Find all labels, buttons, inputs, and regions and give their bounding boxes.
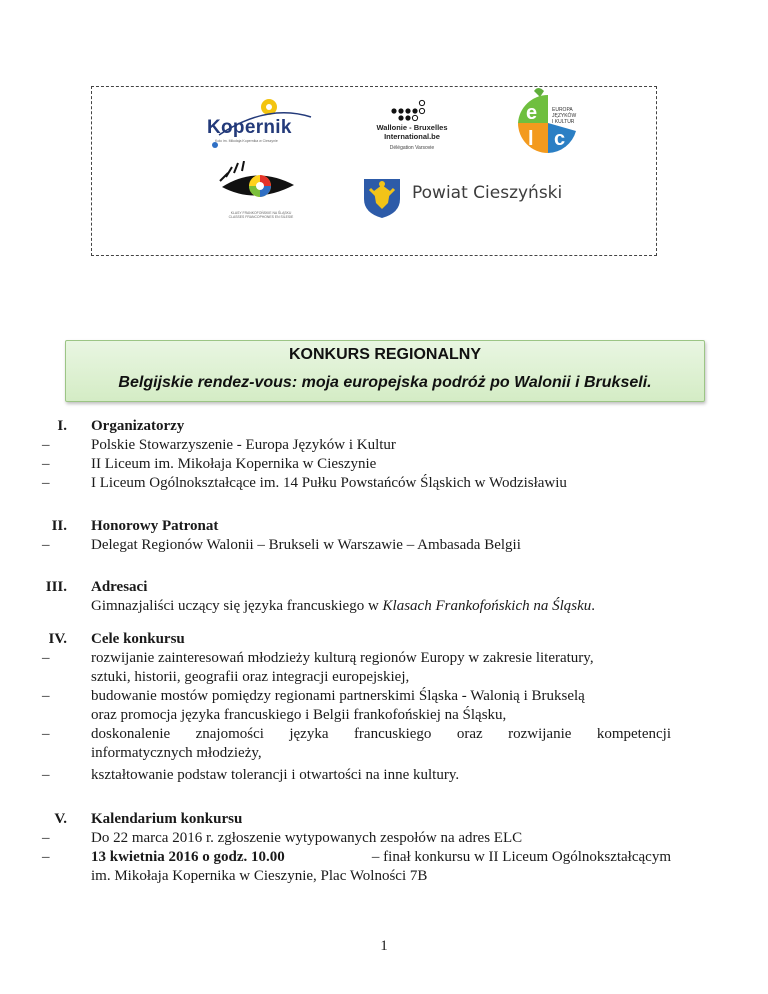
- wbi-line2: International.be: [384, 132, 440, 141]
- section-numeral: I.: [57, 418, 67, 434]
- coat-of-arms-icon: [360, 175, 404, 219]
- svg-text:I KULTUR: I KULTUR: [552, 119, 575, 125]
- list-item-line: doskonalenie znajomości języka francuskiego oraz rozwijanie kompetencji: [91, 726, 671, 742]
- section-heading: Adresaci: [91, 579, 148, 595]
- section-numeral: III.: [45, 579, 67, 595]
- wbi-line1: Wallonie - Bruxelles: [376, 123, 448, 132]
- list-dash: –: [42, 849, 50, 865]
- section-addressees: [0, 578, 768, 618]
- logo-panel: [91, 86, 657, 256]
- section-heading: Kalendarium konkursu: [91, 811, 243, 827]
- section-goals: [0, 630, 768, 790]
- list-item-line: budowanie mostów pomiędzy regionami partnerskimi Śląska - Walonią i Brukselą: [91, 688, 585, 704]
- list-item-line: sztuki, historii, geografii oraz integracji europejskiej,: [91, 669, 410, 685]
- banner-subtitle: Belgijskie rendez-vous: moja europejska podróż po Walonii i Brukseli.: [118, 374, 652, 391]
- wbi-logo: [364, 97, 460, 153]
- eye-caption: KLASY FRANKOFOŃSKIE NA ŚLĄSKU CLASSES FRANCOPHONES EN SILESIE: [228, 211, 294, 219]
- section-calendar: [0, 810, 768, 890]
- svg-text:l: l: [528, 128, 534, 150]
- wbi-subtitle: Délégation Varsovie: [389, 145, 435, 151]
- title-banner: [65, 340, 705, 402]
- section-numeral: II.: [51, 518, 67, 534]
- svg-text:JĘZYKÓW: JĘZYKÓW: [552, 113, 577, 119]
- powiat-logo: [360, 175, 580, 219]
- section-numeral: V.: [54, 811, 67, 827]
- wbi-title: [364, 123, 460, 141]
- section-heading: Cele konkursu: [91, 631, 185, 647]
- list-item-line: im. Mikołaja Kopernika w Cieszynie, Plac Wolności 7B: [91, 868, 428, 884]
- list-dash: –: [42, 475, 50, 491]
- section-heading: Honorowy Patronat: [91, 518, 219, 534]
- list-item: II Liceum im. Mikołaja Kopernika w Cieszynie: [91, 456, 377, 472]
- list-item-line: kształtowanie podstaw tolerancji i otwartości na inne kultury.: [91, 767, 460, 783]
- kopernik-logo: [207, 95, 317, 153]
- list-item: Do 22 marca 2016 r. zgłoszenie wytypowanych zespołów na adres ELC: [91, 830, 523, 846]
- eye-icon: [216, 161, 306, 211]
- powiat-name: Powiat Cieszyński: [412, 183, 563, 203]
- kopernik-name: Kopernik: [207, 117, 292, 138]
- final-date: 13 kwietnia 2016 o godz. 10.00: [91, 849, 285, 865]
- list-item: I Liceum Ogólnokształcące im. 14 Pułku Powstańców Śląskich w Wodzisławiu: [91, 475, 567, 491]
- section-text: Gimnazjaliści uczący się języka francuskiego w Klasach Frankofońskich na Śląsku.: [91, 598, 596, 614]
- list-item: Delegat Regionów Walonii – Brukseli w Warszawie – Ambasada Belgii: [91, 537, 521, 553]
- list-dash: –: [42, 726, 50, 742]
- wbi-dots-icon: [364, 97, 460, 123]
- elc-apple-icon: [512, 87, 582, 159]
- frankofonia-eye-logo: [216, 161, 306, 223]
- section-organizers: [0, 417, 768, 497]
- list-dash: –: [42, 437, 50, 453]
- section-patronage: [0, 517, 768, 557]
- section-heading: Organizatorzy: [91, 418, 185, 434]
- list-item-line: rozwijanie zainteresowań młodzieży kulturą regionów Europy w zakresie literatury,: [91, 650, 594, 666]
- list-dash: –: [42, 650, 50, 666]
- list-dash: –: [42, 537, 50, 553]
- list-item-line: 13 kwietnia 2016 o godz. 10.00 – finał konkursu w II Liceum Ogólnokształcącym: [91, 849, 671, 865]
- svg-text:e: e: [526, 102, 538, 124]
- kopernik-subtitle: Koło im. Mikołaja Kopernika w Cieszynie: [215, 139, 278, 143]
- banner-title: KONKURS REGIONALNY: [288, 346, 481, 363]
- section-numeral: IV.: [48, 631, 67, 647]
- list-item-line: oraz promocja języka francuskiego i Belgii frankofońskiej na Śląsku,: [91, 707, 507, 723]
- svg-text:c: c: [554, 128, 566, 150]
- svg-text:EUROPA: EUROPA: [552, 107, 573, 113]
- list-dash: –: [42, 830, 50, 846]
- list-item: Polskie Stowarzyszenie - Europa Języków i Kultur: [91, 437, 396, 453]
- list-dash: –: [42, 688, 50, 704]
- elc-logo: [512, 87, 582, 159]
- list-item-line: informatycznych młodzieży,: [91, 745, 262, 761]
- list-dash: –: [42, 767, 50, 783]
- list-dash: –: [42, 456, 50, 472]
- page-number: 1: [380, 938, 388, 954]
